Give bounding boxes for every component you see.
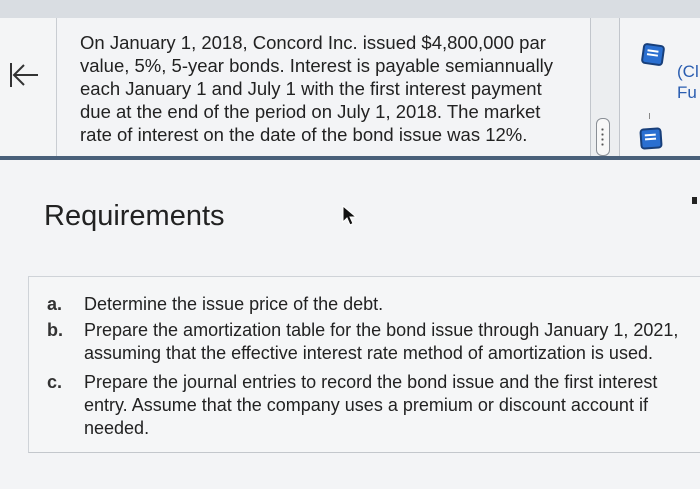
requirement-text: Determine the issue price of the debt.	[84, 294, 384, 314]
problem-statement: On January 1, 2018, Concord Inc. issued $4,800,000 par value, 5%, 5-year bonds. Interest is payable semiannually each January 1 and July 1 with the first interest payment due at the end of the period on July 1, 2018. The market rate of interest on the date of the bond issue was 12%.	[80, 32, 554, 145]
requirement-letter: b.	[47, 320, 63, 340]
handle-grip-icon	[601, 127, 604, 147]
requirement-letter: c.	[47, 372, 63, 392]
mouse-cursor-icon	[340, 204, 358, 226]
back-to-start-icon[interactable]	[6, 60, 40, 90]
side-panel-text: (Cl	[677, 62, 699, 81]
file-icon[interactable]	[639, 127, 662, 149]
side-panel-text: Fu	[677, 83, 697, 102]
back-button-area[interactable]	[0, 18, 57, 156]
requirement-letter: a.	[47, 294, 63, 314]
requirements-list	[28, 276, 700, 453]
window-top-border	[0, 0, 700, 18]
requirement-text: Prepare the amortization table for the bond issue through January 1, 2021, assuming that the effective interest rate method of amortization is used.	[84, 320, 679, 363]
section-divider	[0, 156, 700, 160]
panel-resize-handle[interactable]	[596, 118, 610, 156]
tick-mark	[649, 113, 650, 119]
requirement-text: Prepare the journal entries to record the bond issue and the first interest entry. Assume that the company uses a premium or discount account if needed.	[84, 372, 658, 438]
requirements-title: Requirements	[44, 200, 225, 232]
file-icon[interactable]	[641, 43, 666, 67]
edge-marker	[692, 197, 697, 204]
